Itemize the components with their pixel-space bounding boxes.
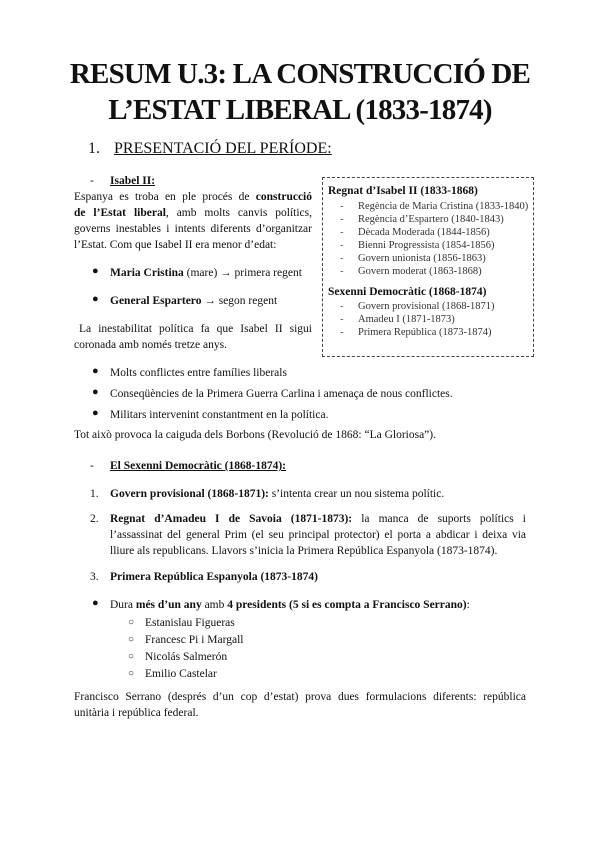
sexenni-item-2-line-3: lliure als republicans. Llavors s’inicia la Primera República Espanyola (1873-1874). — [110, 545, 498, 557]
box-regnat-item: Govern unionista (1856-1863) — [358, 253, 486, 264]
title-line-1: RESUM U.3: LA CONSTRUCCIÓ DE — [69, 58, 531, 90]
circle-bullet-icon: ○ — [128, 617, 135, 628]
box-sexenni-item: Primera República (1873-1874) — [358, 327, 492, 338]
isabel-para-line-2: coronada amb només tretze anys. — [74, 339, 227, 351]
dash-marker: - — [90, 460, 94, 472]
bullet-icon: ● — [92, 265, 99, 277]
circle-bullet-icon: ○ — [128, 668, 135, 679]
sexenni-item-3: Primera República Espanyola (1873-1874) — [110, 571, 318, 583]
regent-item: Maria Cristina (mare) → primera regent — [110, 267, 302, 279]
bullet-icon: ● — [92, 407, 99, 419]
president-item: Nicolás Salmerón — [145, 651, 228, 663]
dash-marker: - — [340, 327, 344, 338]
president-item: Emilio Castelar — [145, 668, 217, 680]
dash-marker: - — [340, 201, 344, 212]
box-sexenni-item: Amadeu I (1871-1873) — [358, 314, 455, 325]
sexenni-item-1: Govern provisional (1868-1871): s’intenta crear un nou sistema polític. — [110, 488, 445, 500]
timeline-box — [322, 177, 534, 357]
bullet-icon: ● — [92, 293, 99, 305]
box-regnat-item: Bienni Progressista (1854-1856) — [358, 240, 495, 251]
dash-marker: - — [340, 227, 344, 238]
list-number: 2. — [90, 513, 99, 525]
section-title: PRESENTACIÓ DEL PERÍODE: — [114, 140, 332, 157]
box-regnat-item: Govern moderat (1863-1868) — [358, 266, 482, 277]
bullet-icon: ● — [92, 597, 99, 609]
box-sexenni-item: Govern provisional (1868-1871) — [358, 301, 495, 312]
sexenni-item-2-line-2: l’assassinat del general Prim (el seu principal protector) el porta a abdicar i deixa via — [110, 529, 526, 541]
bullet-icon: ● — [92, 365, 99, 377]
isabel-text-line-2: de l’Estat liberal, amb molts canvis polítics, — [74, 207, 312, 219]
isabel-heading: Isabel II: — [110, 175, 156, 187]
box-regnat-item: Regència d’Espartero (1840-1843) — [358, 214, 504, 225]
sexenni-item-2-line-1: Regnat d’Amadeu I de Savoia (1871-1873): la manca de suports polítics i — [110, 513, 526, 525]
serrano-line-2: unitària i república federal. — [74, 707, 199, 719]
dash-marker: - — [340, 266, 344, 277]
sexenni-heading: El Sexenni Democràtic (1868-1874): — [110, 460, 286, 472]
title-line-2: L’ESTAT LIBERAL (1833-1874) — [108, 94, 492, 126]
consequence-item: Molts conflictes entre famílies liberals — [110, 367, 287, 379]
isabel-text-line-3: governs inestables i intents diferents d’organitzar — [74, 223, 312, 235]
circle-bullet-icon: ○ — [128, 634, 135, 645]
bullet-icon: ● — [92, 386, 99, 398]
consequence-item: Militars intervenint constantment en la política. — [110, 409, 329, 421]
dash-marker: - — [340, 214, 344, 225]
consequence-item: Conseqüències de la Primera Guerra Carlina i amenaça de nous conflictes. — [110, 388, 453, 400]
section-heading — [88, 139, 332, 159]
dura-text: Dura més d’un any amb 4 presidents (5 si es compta a Francisco Serrano): — [110, 599, 470, 611]
box-regnat-item: Regència de Maria Cristina (1833-1840) — [358, 201, 529, 212]
dash-marker: - — [340, 301, 344, 312]
dash-marker: - — [340, 253, 344, 264]
conclusion-text: Tot això provoca la caiguda dels Borbons (Revolució de 1868: “La Gloriosa”). — [74, 429, 436, 441]
president-item: Estanislau Figueras — [145, 617, 235, 629]
list-number: 3. — [90, 571, 99, 583]
box-sexenni-heading: Sexenni Democràtic (1868-1874) — [328, 286, 487, 298]
list-number: 1. — [90, 488, 99, 500]
dash-marker: - — [340, 240, 344, 251]
isabel-text-line-1: Espanya es troba en ple procés de construcció — [74, 191, 312, 203]
dash-marker: - — [340, 314, 344, 325]
president-item: Francesc Pi i Margall — [145, 634, 244, 646]
circle-bullet-icon: ○ — [128, 651, 135, 662]
isabel-text-line-4: l’Estat. Com que Isabel II era menor d’edat: — [74, 239, 277, 251]
box-regnat-heading: Regnat d’Isabel II (1833-1868) — [328, 185, 478, 197]
page-title — [40, 56, 560, 128]
serrano-line-1: Francisco Serrano (després d’un cop d’estat) prova dues formulacions diferents: república — [74, 691, 526, 703]
section-number: 1. — [88, 140, 100, 157]
dash-marker: - — [90, 175, 94, 187]
isabel-para-line-1: La inestabilitat política fa que Isabel II sigui — [79, 323, 312, 335]
regent-item: General Espartero → segon regent — [110, 295, 278, 307]
box-regnat-item: Dècada Moderada (1844-1856) — [358, 227, 490, 238]
